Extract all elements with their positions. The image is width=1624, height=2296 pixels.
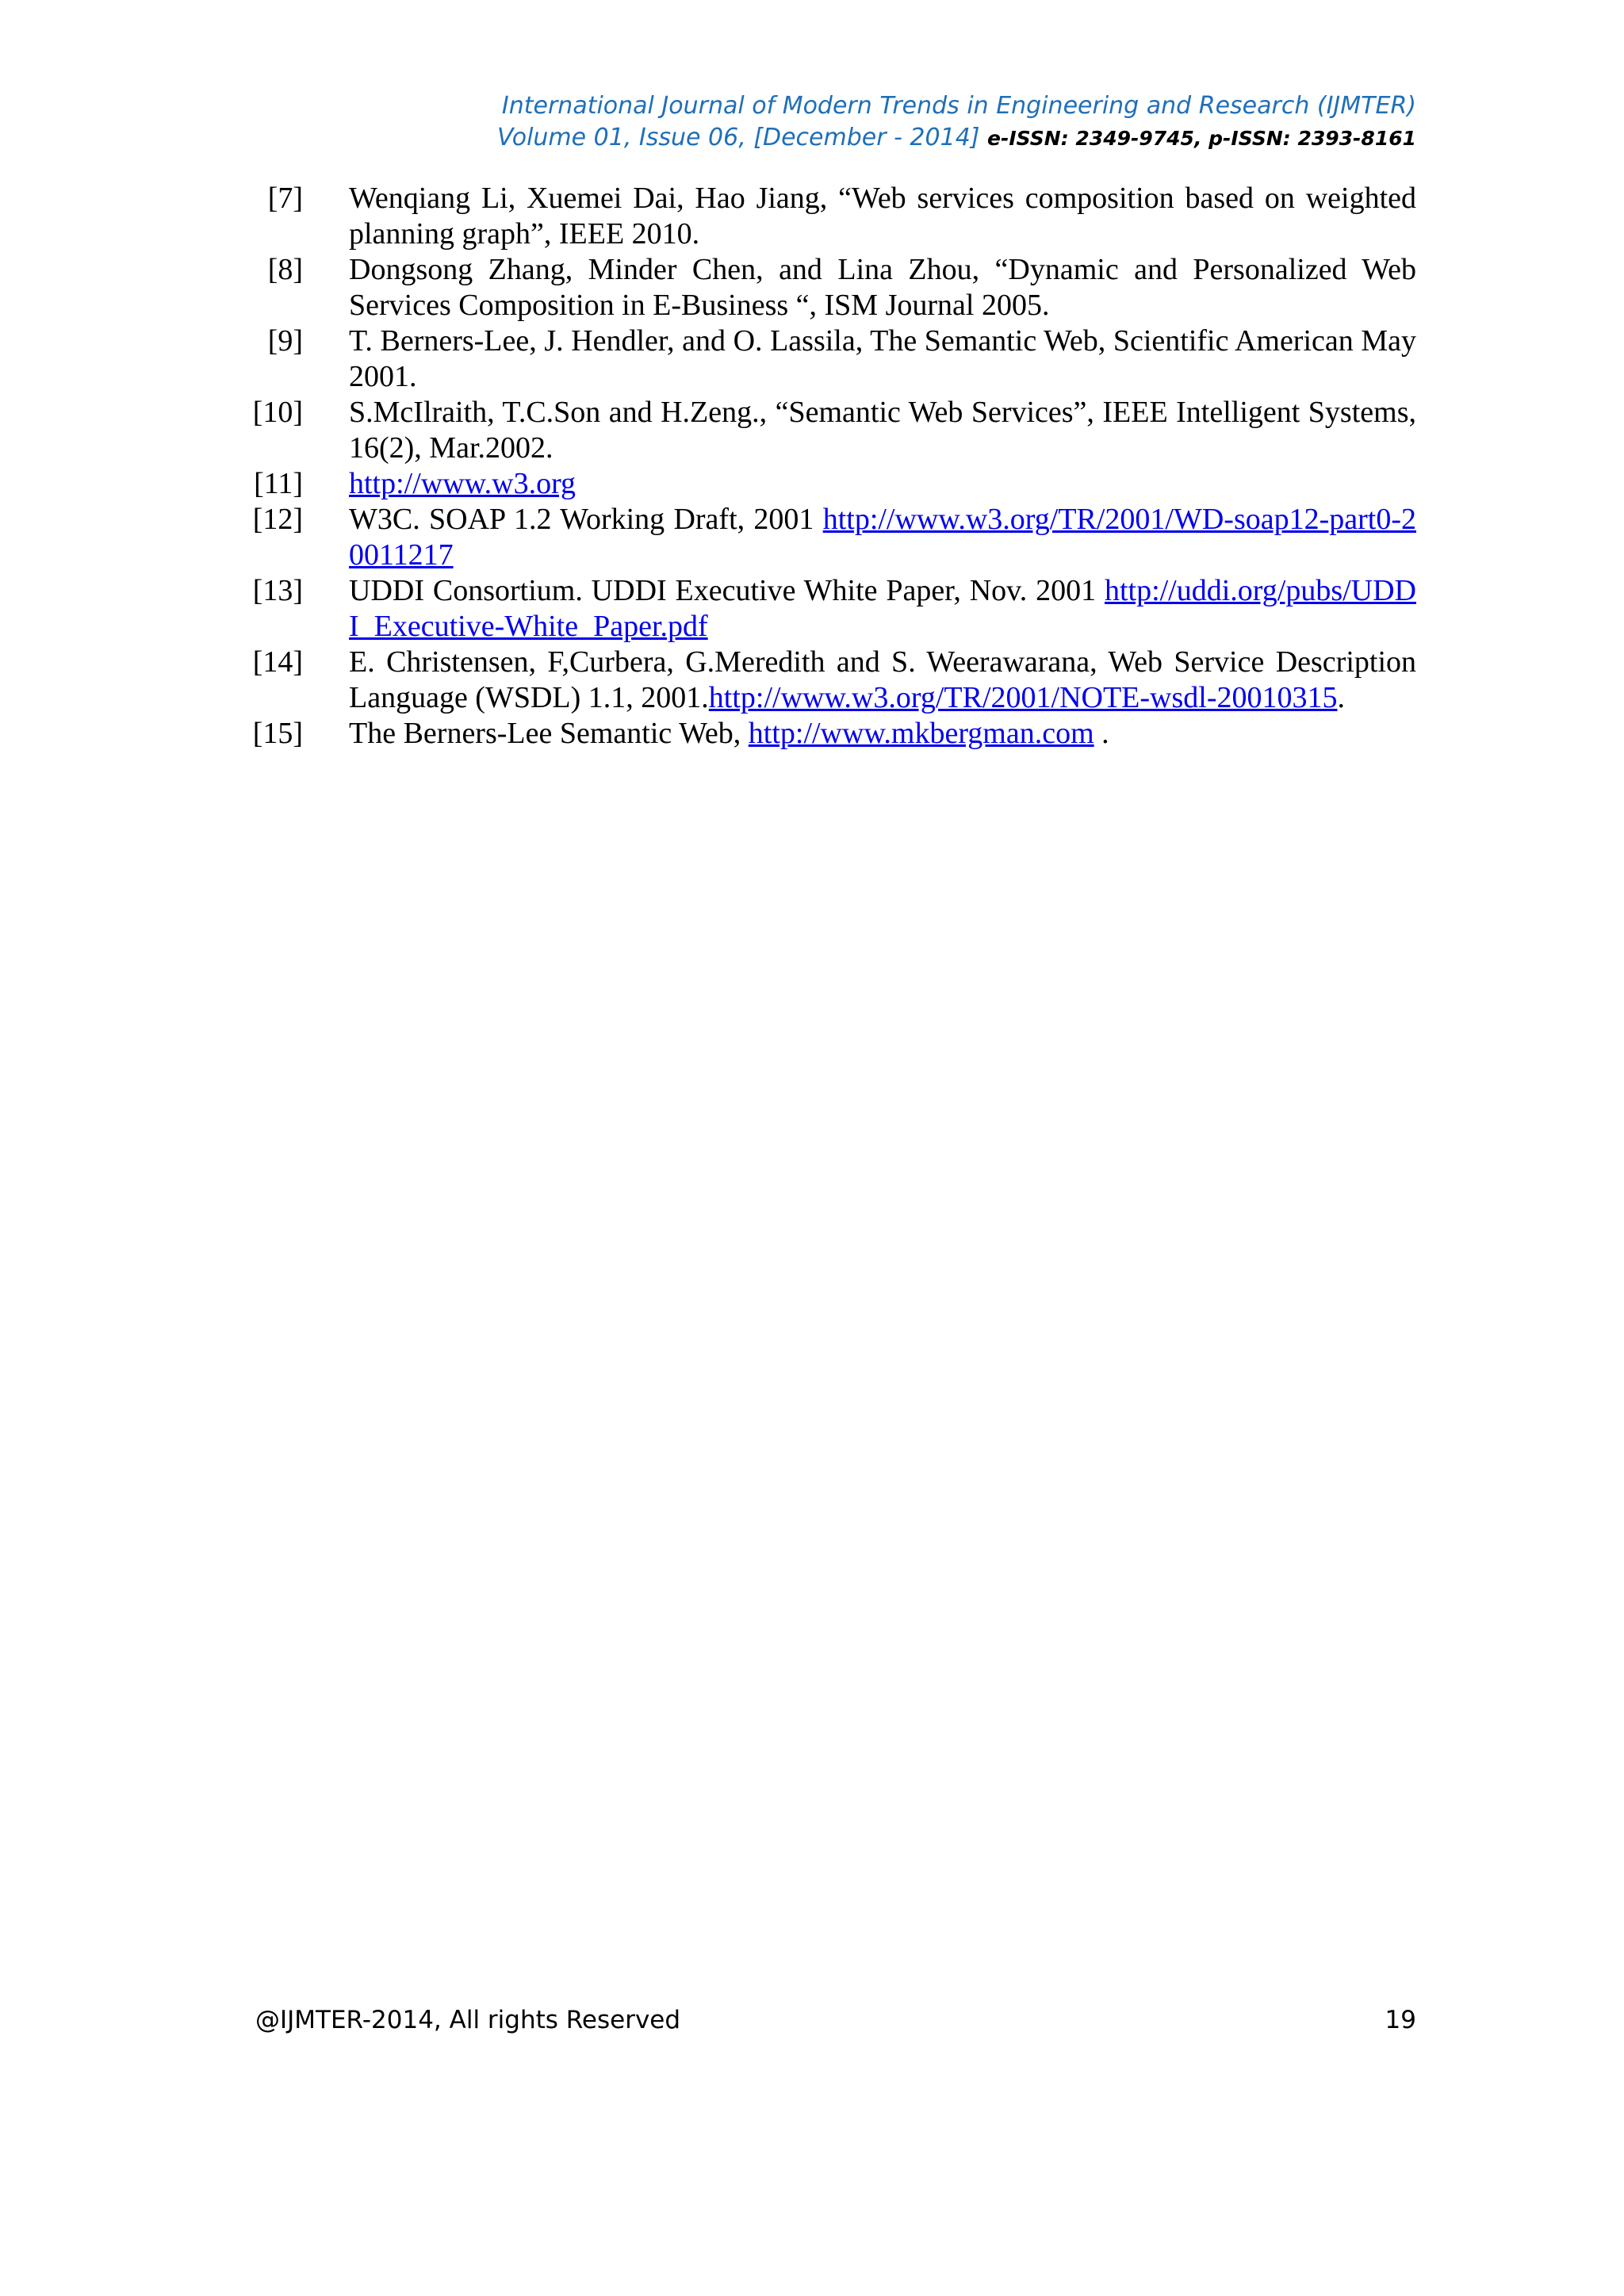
reference-body: Wenqiang Li, Xuemei Dai, Hao Jiang, “Web services composition based on weighted planning graph”, IEEE 2010. — [349, 182, 1416, 251]
reference-link[interactable]: http://www.w3.org/TR/2001/NOTE-wsdl-20010315 — [708, 681, 1338, 714]
reference-body: W3C. SOAP 1.2 Working Draft, 2001 — [349, 503, 823, 536]
reference-item — [246, 395, 1416, 466]
reference-text — [349, 395, 1416, 466]
reference-body: The Berners-Lee Semantic Web, — [349, 717, 749, 750]
reference-number: [7] — [267, 182, 303, 215]
journal-volume-line — [497, 122, 1416, 155]
reference-number: [15] — [252, 717, 303, 750]
reference-body: S.McIlraith, T.C.Son and H.Zeng., “Semantic Web Services”, IEEE Intelligent Systems, 16(2), Mar.2002. — [349, 396, 1416, 465]
journal-volume: Volume 01, Issue 06, [December - 2014] — [496, 124, 980, 151]
reference-body: UDDI Consortium. UDDI Executive White Paper, Nov. 2001 — [349, 574, 1105, 607]
reference-link[interactable]: http://uddi.org/pubs/UDDI_Executive-White_Paper.pdf — [349, 574, 1416, 643]
reference-trailing: . — [1337, 681, 1345, 714]
reference-number: [13] — [252, 574, 303, 607]
journal-header — [497, 90, 1416, 155]
reference-item — [246, 252, 1416, 323]
reference-body: T. Berners-Lee, J. Hendler, and O. Lassila, The Semantic Web, Scientific American May 2001. — [349, 324, 1416, 393]
reference-text — [349, 252, 1416, 323]
reference-item — [246, 323, 1416, 395]
reference-text — [349, 716, 1416, 752]
reference-body: E. Christensen, F,Curbera, G.Meredith and S. Weerawarana, Web Service Description Language (WSDL) 1.1, 2001. — [349, 645, 1416, 714]
reference-link[interactable]: http://www.w3.org — [349, 467, 576, 500]
reference-text — [349, 645, 1416, 716]
reference-item — [246, 466, 1416, 502]
reference-item — [246, 502, 1416, 573]
reference-number: [12] — [252, 503, 303, 536]
reference-number: [8] — [267, 253, 303, 286]
reference-text — [349, 323, 1416, 395]
reference-number: [14] — [252, 645, 303, 679]
reference-number: [9] — [267, 324, 303, 358]
reference-link[interactable]: http://www.mkbergman.com — [748, 717, 1094, 750]
reference-item — [246, 181, 1416, 252]
reference-number: [11] — [254, 467, 303, 500]
journal-issn: e-ISSN: 2349-9745, p-ISSN: 2393-8161 — [987, 127, 1416, 150]
reference-link[interactable]: http://www.w3.org/TR/2001/WD-soap12-part0-20011217 — [349, 503, 1416, 572]
reference-body: Dongsong Zhang, Minder Chen, and Lina Zhou, “Dynamic and Personalized Web Services Composition in E-Business “, ISM Journal 2005. — [349, 253, 1416, 322]
journal-title: International Journal of Modern Trends in Engineering and Research (IJMTER) — [501, 92, 1416, 120]
page-footer — [255, 2004, 1416, 2036]
page-number: 19 — [1385, 2006, 1416, 2034]
reference-item — [246, 716, 1416, 752]
reference-text — [349, 181, 1416, 252]
reference-trailing: . — [1094, 717, 1109, 750]
reference-number: [10] — [252, 396, 303, 429]
reference-item — [246, 573, 1416, 645]
reference-text — [349, 573, 1416, 645]
reference-item — [246, 645, 1416, 716]
reference-text — [349, 466, 1416, 502]
footer-copyright: @IJMTER-2014, All rights Reserved — [255, 2006, 681, 2034]
reference-text — [349, 502, 1416, 573]
reference-list — [246, 181, 1416, 752]
